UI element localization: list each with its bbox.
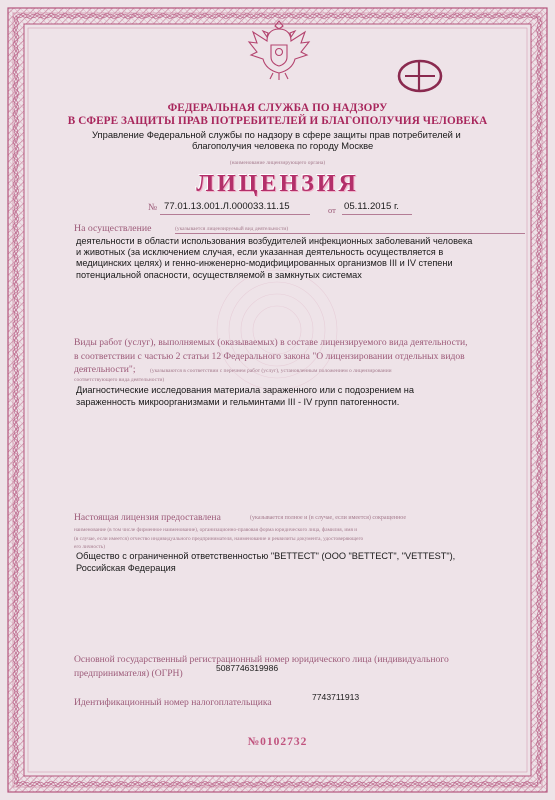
works-caption-line2: соответствующего вида деятельности) xyxy=(74,377,165,383)
licensee-name xyxy=(76,550,455,574)
works-label-line: деятельности"; xyxy=(74,364,136,375)
authority-caption: (наименование лицензирующего органа) xyxy=(229,160,326,166)
works-caption-line1: (указываются в соответствии с перечнем работ (услуг), установленным положением о лицензировании xyxy=(150,368,392,374)
agency-name-line1: ФЕДЕРАЛЬНАЯ СЛУЖБА ПО НАДЗОРУ xyxy=(167,102,388,114)
ogrn-value: 5087746319986 xyxy=(216,663,279,673)
licensee-name-line: Общество с ограниченной ответственностью "ВЕТТЕСТ" (ООО "ВЕТТЕСТ", "VETTEST"), xyxy=(76,551,456,561)
form-serial-number: №0102732 xyxy=(247,736,308,748)
license-title: ЛИЦЕНЗИЯ xyxy=(196,171,359,197)
works-text-line: зараженность микроорганизмами и гельминтами III - IV групп патогенности. xyxy=(76,396,400,407)
activity-text-line: медицинских целях) и генно-инженерно-модифицированных организмов III и IV степени xyxy=(76,258,453,269)
ogrn-label-line: предпринимателя) (ОГРН) xyxy=(74,668,183,679)
activity-text xyxy=(76,236,472,281)
license-date-label: от xyxy=(328,205,336,215)
coat-of-arms-emblem xyxy=(243,15,315,83)
activity-underline xyxy=(175,233,525,234)
licensee-caption xyxy=(74,526,363,552)
works-label-line: в соответствии с частью 2 статьи 12 Федерального закона "О лицензировании отдельных видов xyxy=(74,350,465,362)
activity-text-line: деятельности в области использования возбудителей инфекционных заболеваний человека xyxy=(76,236,473,246)
authority-line1: Управление Федеральной службы по надзору в сфере защиты прав потребителей и xyxy=(92,129,461,140)
licensee-label: Настоящая лицензия предоставлена xyxy=(74,512,221,523)
licensee-caption-line: его личность) xyxy=(74,544,105,550)
activity-text-line: и животных (за исключением случая, если указанная деятельность осуществляется в xyxy=(76,247,444,258)
works-text xyxy=(76,385,414,408)
activity-text-line: потенциальной опасности, осуществляемой в замкнутых системах xyxy=(76,269,362,280)
activity-caption: (указывается лицензируемый вид деятельности) xyxy=(175,226,289,232)
license-date: 05.11.2015 г. xyxy=(344,201,399,212)
licensee-caption-line: (в случае, если имеется) отчество индивидуального предпринимателя, наименование и реквизиты документа, удостоверяющего xyxy=(74,535,364,542)
authority-line2: благополучия человека по городу Москве xyxy=(192,140,374,151)
date-underline xyxy=(342,214,412,215)
activity-label: На осуществление xyxy=(74,223,152,234)
works-label-line: Виды работ (услуг), выполняемых (оказываемых) в составе лицензируемого вида деятельности, xyxy=(74,337,468,348)
license-number-label: № xyxy=(148,203,158,213)
inn-value: 7743711913 xyxy=(312,692,360,702)
number-underline xyxy=(160,214,310,215)
inn-label: Идентификационный номер налогоплательщика xyxy=(74,697,272,708)
agency-name-line2: В СФЕРЕ ЗАЩИТЫ ПРАВ ПОТРЕБИТЕЛЕЙ И БЛАГОПОЛУЧИЯ ЧЕЛОВЕКА xyxy=(67,115,488,127)
license-number: 77.01.13.001.Л.000033.11.15 xyxy=(164,201,290,212)
ogrn-label-line: Основной государственный регистрационный номер юридического лица (индивидуального xyxy=(74,654,449,665)
licensee-caption-inline: (указывается полное и (в случае, если имеется) сокращенное xyxy=(250,515,407,521)
works-text-line: Диагностические исследования материала зараженного или с подозрением на xyxy=(76,385,414,395)
licensee-caption-line: наименование (в том числе фирменное наименование), организационно-правовая форма юридического лица, фамилия, имя и xyxy=(74,527,358,533)
licensee-name-line: Российская Федерация xyxy=(76,563,176,573)
certification-mark-logo xyxy=(397,58,443,94)
